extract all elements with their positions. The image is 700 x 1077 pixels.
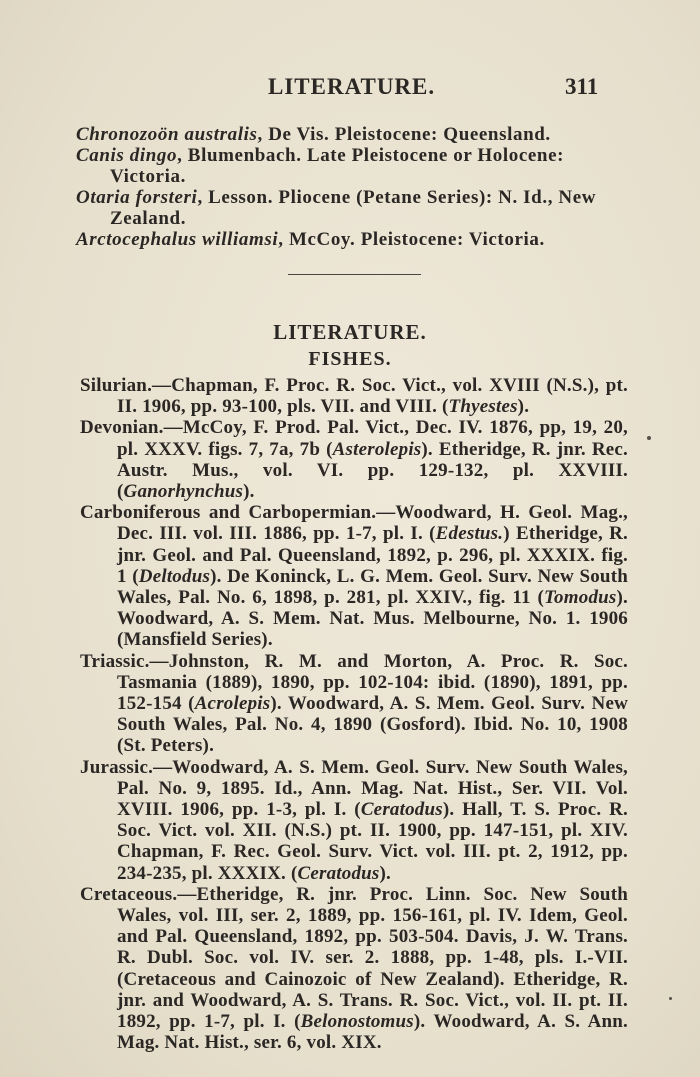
section-divider [288, 274, 421, 275]
genus-name: Ceratodus [360, 799, 443, 821]
species-name: Canis dingo [76, 145, 178, 166]
genus-name: Tomodus [544, 587, 617, 609]
page-number: 311 [565, 74, 599, 99]
species-entry [76, 124, 636, 145]
species-name: Arctocephalus williamsi [76, 229, 279, 250]
period-heading: Jurassic. [80, 756, 154, 778]
citation-text: ). Woodward, A. S. Ann. Mag. Nat. Hist., ser. 6, vol. XIX. [117, 1011, 628, 1054]
period-heading: Triassic. [80, 650, 150, 672]
genus-name: Belonostomus [300, 1011, 414, 1033]
section-subtitle: FISHES. [308, 348, 392, 370]
citation-text: ). De Koninck, L. G. Mem. Geol. Surv. New South Wales, Pal. No. 6, 1898, p. 281, pl. XXIV., fig. 11 ( [117, 565, 628, 609]
citation-text: —Johnston, R. M. and Morton, A. Proc. R. Soc. Tasmania (1889), 1890, pp. 102-104: ibid. (1890), 1891, pp. 152-154 ( [117, 650, 628, 715]
citation-text: ). [379, 862, 392, 884]
genus-name: Edestus. [435, 523, 504, 545]
citation-text: —McCoy, F. Prod. Pal. Vict., Dec. IV. 1876, pp, 19, 20, pl. XXXV. figs. 7, 7a, 7b ( [117, 417, 628, 460]
genus-name: Acrolepis [194, 693, 271, 715]
reference-entry [80, 884, 628, 1054]
citation-text: ). Etheridge, R. jnr. Rec. Austr. Mus., vol. VI. pp. 129-132, pl. XXVIII. ( [117, 438, 628, 503]
citation-text: —Woodward, A. S. Mem. Geol. Surv. New South Wales, Pal. No. 9, 1895. Id., Ann. Mag. Nat. Hist., Ser. VII. Vol. XVIII. 1906, pp. 1-3, pl. I. ( [117, 756, 628, 821]
reference-entry [80, 502, 628, 650]
genus-name: Thyestes [448, 396, 518, 418]
citation-text: ). Woodward, A. S. Mem. Geol. Surv. New South Wales, Pal. No. 4, 1890 (Gosford). Ibid. No. 10, 1908 (St. Peters). [117, 693, 628, 757]
print-speck [669, 997, 672, 1000]
citation-text: —Chapman, F. Proc. R. Soc. Vict., vol. XVIII (N.S.), pt. II. 1906, pp. 93-100, pls. VII. and VIII. ( [117, 375, 628, 418]
period-heading: Devonian. [80, 417, 164, 439]
species-name: Chronozoön australis [76, 124, 258, 145]
citation-text: —Etheridge, R. jnr. Proc. Linn. Soc. New South Wales, vol. III, ser. 2, 1889, pp. 156-161, pl. IV. Idem, Geol. and Pal. Queensland, 1892, pp. 503-504. Davis, J. W. Trans. R. Dubl. Soc. vol. IV. ser. 2. 1888, pp. 1-48, pls. I.-VII. (Cretaceous and Cainozoic of New Zealand). Etheridge, R. jnr. and Woodward, A. S. Trans. R. Soc. Vict., vol. II. pt. II. 1892, pp. 1-7, pl. I. ( [117, 883, 628, 1033]
running-title: LITERATURE. [268, 74, 436, 99]
reference-entry [80, 651, 628, 757]
citation-text: ). [243, 481, 255, 503]
genus-name: Asterolepis [332, 438, 422, 460]
species-entry [76, 145, 636, 187]
citation-text: ). [517, 396, 530, 418]
species-entry [76, 187, 636, 229]
running-head [0, 74, 700, 106]
reference-entry [80, 417, 628, 502]
species-details: , Lesson. Pliocene (Petane Series): N. Id., New Zealand. [110, 187, 597, 229]
genus-name: Deltodus [138, 565, 211, 587]
species-details: , Blumenbach. Late Pleistocene or Holocene: Victoria. [110, 145, 565, 187]
citation-text: ). Woodward, A. S. Mem. Nat. Mus. Melbourne, No. 1. 1906 (Mansfield Series). [117, 587, 628, 651]
citation-text: —Woodward, H. Geol. Mag., Dec. III. vol. III. 1886, pp. 1-7, pl. I. ( [117, 502, 628, 545]
period-heading: Cretaceous. [80, 883, 178, 905]
period-heading: Carboniferous and Carbopermian. [80, 502, 377, 524]
reference-entry [80, 757, 628, 884]
genus-name: Ceratodus [297, 862, 380, 884]
print-speck [647, 436, 651, 440]
reference-list [80, 375, 628, 1054]
species-name: Otaria forsteri [76, 187, 198, 208]
reference-entry [80, 375, 628, 417]
species-details: , De Vis. Pleistocene: Queensland. [257, 124, 551, 145]
section-title: LITERATURE. [273, 320, 427, 344]
period-heading: Silurian. [80, 375, 153, 396]
citation-text: ) Etheridge, R. jnr. Geol. and Pal. Queensland, 1892, p. 296, pl. XXXIX. fig. 1 ( [117, 523, 629, 587]
genus-name: Ganorhynchus [123, 481, 244, 503]
citation-text: ). Hall, T. S. Proc. R. Soc. Vict. vol. XII. (N.S.) pt. II. 1900, pp. 147-151, pl. XIV. Chapman, F. Rec. Geol. Surv. Vict. vol. III. pt. 2, 1912, pp. 234-235, pl. XXXIX. ( [117, 799, 628, 884]
species-list [76, 124, 636, 250]
species-details: , McCoy. Pleistocene: Victoria. [278, 229, 545, 250]
species-entry [76, 229, 636, 250]
